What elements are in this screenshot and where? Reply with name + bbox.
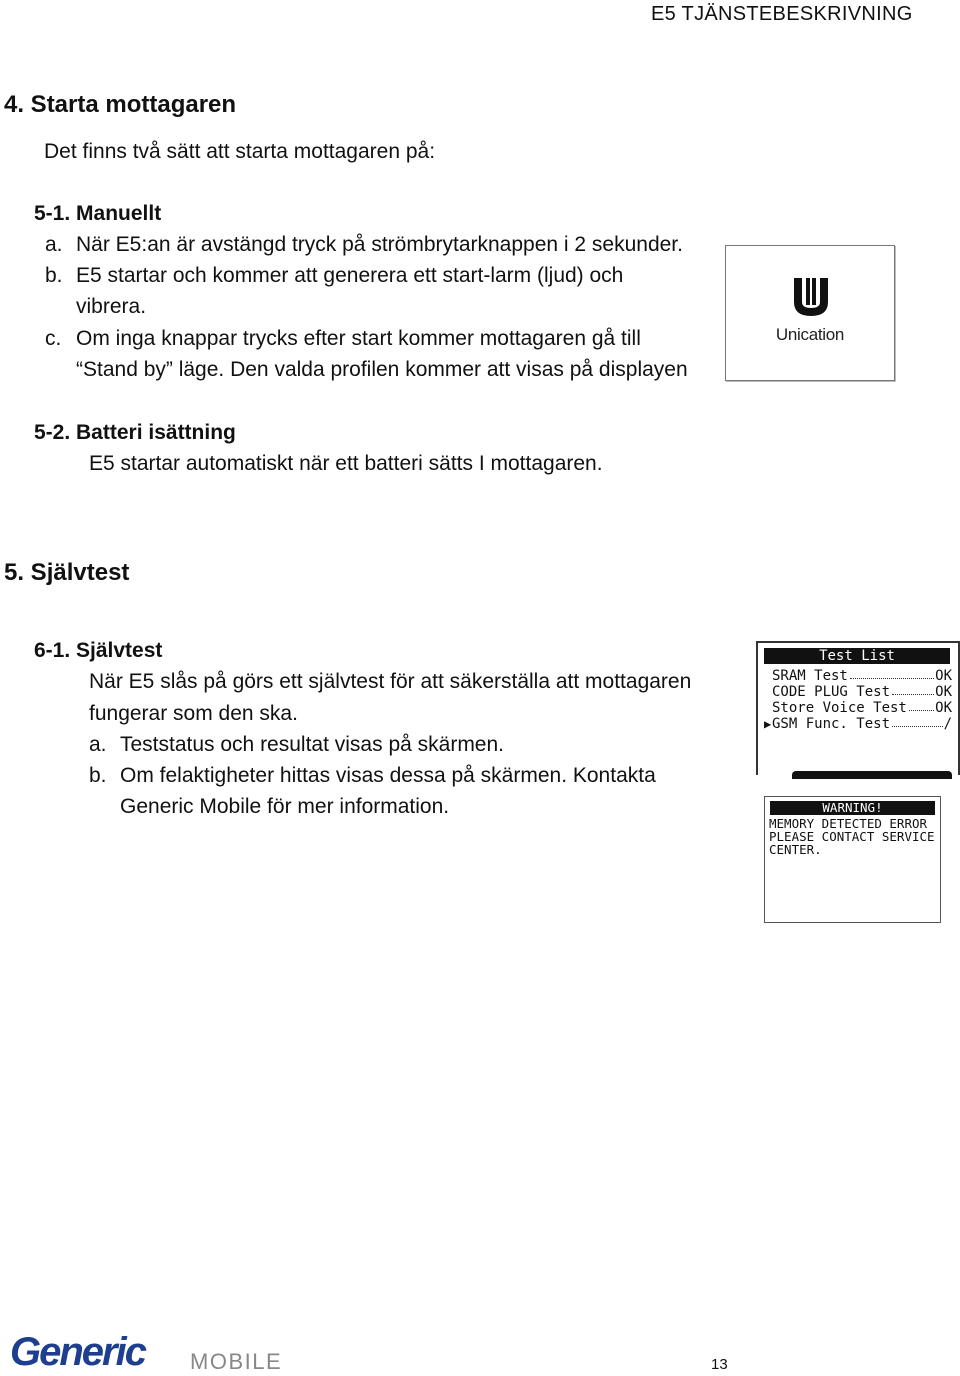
list-item-b-text-line1: E5 startar och kommer att generera ett start-larm (ljud) och (76, 264, 624, 287)
list-item-c-text-line2: “Stand by” läge. Den valda profilen kommer att visas på displayen (76, 358, 688, 381)
selection-arrow-icon: ▶ (764, 717, 772, 731)
warning-screen (764, 796, 941, 923)
svg-text:Generic: Generic (10, 1332, 145, 1372)
unication-logo-wordmark: Unication (775, 325, 845, 344)
list-marker-b: b. (45, 264, 63, 287)
list-marker-b: b. (89, 764, 107, 787)
brand-wordmark-mobile: MOBILE (190, 1349, 283, 1374)
subsection-5-2-text: E5 startar automatiskt när ett batteri sätts I mottagaren. (89, 452, 603, 475)
subsection-6-1-text-line1: När E5 slås på görs ett självtest för att säkerställa att mottagaren (89, 670, 692, 693)
list-marker-a: a. (89, 733, 107, 756)
subsection-6-1-text-line2: fungerar som den ska. (89, 702, 298, 725)
test-row (764, 684, 952, 700)
test-result: OK (935, 684, 952, 700)
generic-logo (10, 1332, 186, 1372)
screen-bottom-bar (792, 771, 952, 779)
list-item-b-text-line2: Generic Mobile för mer information. (120, 795, 450, 818)
unication-logo-image (725, 245, 895, 381)
list-item-c-text-line1: Om inga knappar trycks efter start kommer mottagaren gå till (76, 327, 641, 350)
subsection-5-2-heading: 5-2. Batteri isättning (34, 421, 236, 444)
test-row (764, 700, 952, 716)
test-list-screen (756, 641, 960, 775)
document-header-title: E5 TJÄNSTEBESKRIVNING (651, 3, 913, 25)
test-name: SRAM Test (772, 668, 848, 684)
dot-leader (909, 702, 934, 711)
test-result: / (943, 716, 952, 732)
section-4-intro: Det finns två sätt att starta mottagaren på: (44, 140, 436, 163)
warning-message-line: CENTER. (769, 842, 822, 857)
test-name: CODE PLUG Test (772, 684, 891, 700)
section-4-heading: 4. Starta mottagaren (4, 91, 237, 118)
section-5-heading: 5. Självtest (4, 559, 130, 586)
list-marker-a: a. (45, 233, 63, 256)
subsection-6-1-heading: 6-1. Självtest (34, 639, 163, 662)
test-name: GSM Func. Test (772, 716, 891, 732)
test-result: OK (935, 668, 952, 684)
dot-leader (892, 686, 934, 695)
list-item-a-text: Teststatus och resultat visas på skärmen. (120, 733, 504, 756)
subsection-5-1-heading: 5-1. Manuellt (34, 202, 162, 225)
test-row (764, 668, 952, 684)
test-result: OK (935, 700, 952, 716)
list-marker-c: c. (45, 327, 62, 350)
page-number: 13 (711, 1356, 728, 1373)
test-row (764, 716, 952, 732)
dot-leader (850, 670, 934, 679)
list-item-b-text-line1: Om felaktigheter hittas visas dessa på skärmen. Kontakta (120, 764, 656, 787)
screen-title-bar: Test List (764, 648, 950, 664)
warning-title-bar: WARNING! (770, 801, 935, 815)
list-item-b-text-line2: vibrera. (76, 295, 147, 318)
dot-leader (892, 718, 943, 727)
list-item-a-text: När E5:an är avstängd tryck på strömbrytarknappen i 2 sekunder. (76, 233, 683, 256)
warning-message-line: MEMORY DETECTED ERROR (769, 816, 928, 831)
unication-logo-icon (792, 278, 830, 316)
warning-message-line: PLEASE CONTACT SERVICE (769, 829, 935, 844)
test-name: Store Voice Test (772, 700, 907, 716)
